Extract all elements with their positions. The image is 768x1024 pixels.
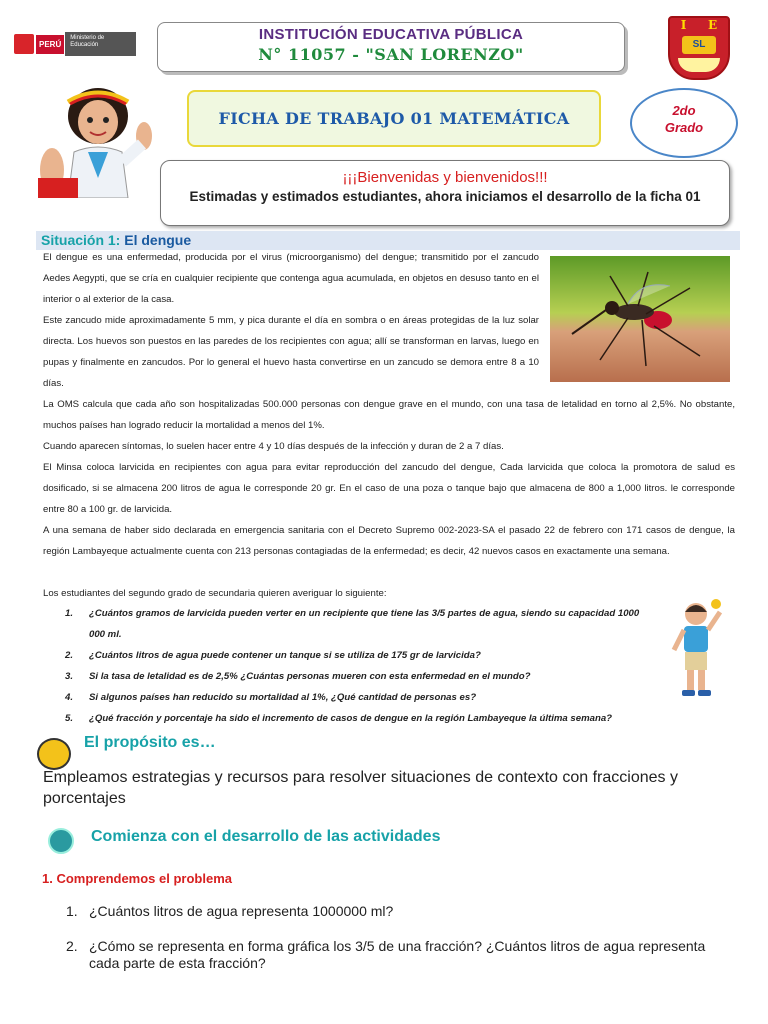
school-crest-icon bbox=[668, 16, 730, 80]
paragraph: El dengue es una enfermedad, producida por el virus (microorganismo) del dengue; transmitido por el zancudo Aedes Aegypti, que se cría en cualquier recipiente que contenga agua acumulada, en objetos en desuso tanto en el interior o al exterior de la casa. bbox=[43, 252, 539, 305]
list-item: 1. ¿Cuántos gramos de larvicida pueden verter en un recipiente que tiene las 3/5 partes de agua, siendo su capacidad 1000 000 ml. bbox=[65, 608, 640, 640]
mosquito-photo bbox=[550, 256, 730, 382]
list-item: 3. Si la tasa de letalidad es de 2,5% ¿Cuántas personas mueren con esta enfermedad en el mundo? bbox=[65, 671, 531, 682]
list-item: 4. Si algunos países han reducido su mortalidad al 1%, ¿Qué cantidad de personas es? bbox=[65, 692, 477, 703]
worksheet-title: FICHA DE TRABAJO 01 MATEMÁTICA bbox=[218, 109, 570, 128]
activities-icon bbox=[48, 828, 74, 854]
activities-title: Comienza con el desarrollo de las actividades bbox=[91, 828, 441, 845]
crest-letter: I bbox=[680, 18, 687, 32]
teacher-girl-illustration bbox=[38, 82, 156, 198]
understand-title: 1. Comprendemos el problema bbox=[42, 871, 232, 886]
paragraph: Los estudiantes del segundo grado de secundaria quieren averiguar lo siguiente: bbox=[43, 588, 387, 599]
paragraph: A una semana de haber sido declarada en emergencia sanitaria con el Decreto Supremo 002-2023-SA el pasado 22 de febrero con 171 casos de dengue, la región Lambayeque actualmente cuenta con 213 personas contagiadas de la enfermedad; es decir, 42 nuevos casos en exactamente una semana. bbox=[43, 525, 735, 557]
peru-shield-icon bbox=[14, 34, 34, 54]
welcome-title: ¡¡¡Bienvenidas y bienvenidos!!! bbox=[342, 169, 548, 186]
peru-label: PERÚ bbox=[36, 35, 64, 54]
worksheet-title-box bbox=[187, 90, 601, 147]
student-boy-illustration bbox=[668, 598, 734, 698]
welcome-subtitle: Estimadas y estimados estudiantes, ahora iniciamos el desarrollo de la ficha 01 bbox=[189, 189, 701, 204]
purpose-text: Empleamos estrategias y recursos para resolver situaciones de contexto con fracciones y porcentajes bbox=[43, 769, 678, 807]
school-line2: N° 11057 - "SAN LORENZO" bbox=[258, 45, 524, 64]
welcome-bubble bbox=[160, 160, 730, 226]
list-item: 5. ¿Qué fracción y porcentaje ha sido el incremento de casos de dengue en la región Lambayeque la última semana? bbox=[65, 713, 613, 724]
grade-line1: 2do bbox=[672, 103, 696, 118]
list-item: 2. ¿Cuántos litros de agua puede contener un tanque si se utiliza de 175 gr de larvicida? bbox=[65, 650, 481, 661]
school-name-box bbox=[157, 22, 625, 72]
ministry-label: Ministerio de Educación bbox=[65, 32, 136, 56]
situation-label: Situación 1: bbox=[41, 232, 121, 248]
purpose-icon bbox=[37, 738, 71, 770]
grade-line2: Grado bbox=[664, 120, 704, 135]
crest-mid: SL bbox=[682, 36, 716, 54]
school-line1: INSTITUCIÓN EDUCATIVA PÚBLICA bbox=[258, 26, 524, 43]
paragraph: Este zancudo mide aproximadamente 5 mm, y pica durante el día en sombra o en áreas protegidas de la luz solar directa. Los huevos son puestos en las paredes de los recipientes con agua; allí se transforman en larvas, luego en pupas y finalmente en zancudos. Por lo general el huevo hasta convertirse en un zancudo se demora entre 8 a 10 días. bbox=[43, 315, 539, 389]
paragraph: Cuando aparecen síntomas, lo suelen hacer entre 4 y 10 días después de la infección y duran de 2 a 7 días. bbox=[43, 441, 504, 452]
situation-topic: El dengue bbox=[124, 232, 192, 248]
list-item: 1. ¿Cuántos litros de agua representa 1000000 ml? bbox=[66, 903, 394, 919]
purpose-title: El propósito es… bbox=[84, 734, 216, 751]
question-list bbox=[65, 603, 655, 729]
minedu-logo bbox=[14, 32, 136, 56]
list-item: 2. ¿Cómo se representa en forma gráfica los 3/5 de una fracción? ¿Cuántos litros de agua representa cada parte de esta fracción? bbox=[66, 938, 706, 971]
paragraph: El Minsa coloca larvicida en recipientes con agua para evitar reproducción del zancudo del dengue, Cada larvicida que coloca la promotora de salud es dosificado, si se almacena 200 litros de agua le corresponde 20 gr. En el caso de una poza o tanque bajo que almacena de 800 a 1,000 litros. le corresponde entre 80 a 100 gr. de larvicida. bbox=[43, 462, 735, 515]
crest-letter: E bbox=[708, 18, 718, 32]
paragraph: La OMS calcula que cada año son hospitalizadas 500.000 personas con dengue grave en el mundo, con una tasa de letalidad en torno al 2,5%. No obstante, muchos países han logrado reducir la mortalidad a menos del 1%. bbox=[43, 399, 735, 431]
grade-badge bbox=[630, 88, 738, 158]
